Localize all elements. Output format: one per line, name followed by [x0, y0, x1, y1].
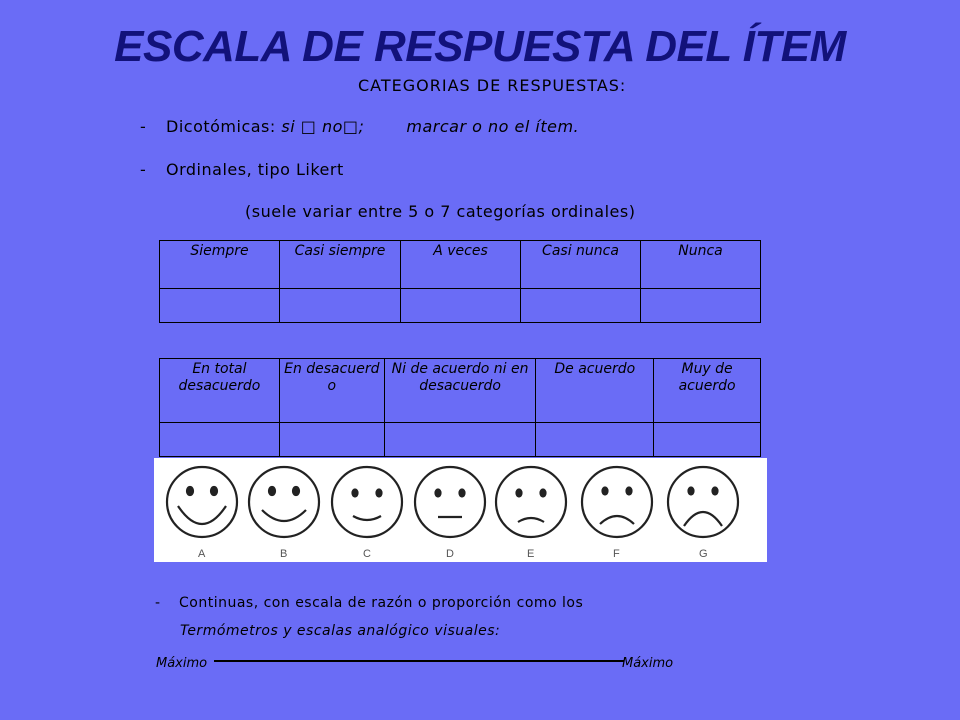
table-cell[interactable]	[654, 423, 761, 457]
face-sad-icon	[582, 467, 652, 537]
analog-right-label: Máximo	[622, 656, 674, 671]
table-header-cell: En desacuerd o	[279, 359, 384, 423]
analog-left-label: Máximo	[156, 656, 208, 671]
table-cell[interactable]	[536, 423, 654, 457]
table-header-cell: Muy de acuerdo	[654, 359, 761, 423]
table-header-cell: Nunca	[641, 241, 761, 289]
continuas-line1: Continuas, con escala de razón o proporción como los	[179, 595, 584, 611]
table-cell[interactable]	[280, 289, 401, 323]
continuas-line2: Termómetros y escalas analógico visuales:	[180, 623, 501, 639]
table-header-cell: En total desacuerdo	[160, 359, 280, 423]
table-cell[interactable]	[641, 289, 761, 323]
face-label: C	[363, 548, 371, 560]
slide-title: ESCALA DE RESPUESTA DEL ÍTEM	[114, 22, 846, 71]
ordinal-note: (suele variar entre 5 o 7 categorías ordinales)	[245, 202, 636, 221]
face-slight-frown-icon	[496, 467, 566, 537]
likert-frequency-table	[159, 240, 761, 323]
table-cell[interactable]	[521, 289, 641, 323]
table-cell[interactable]	[401, 289, 521, 323]
table-header-cell: Casi siempre	[280, 241, 401, 289]
ordinales-label: Ordinales, tipo Likert	[166, 160, 344, 179]
table-header-cell: Casi nunca	[521, 241, 641, 289]
face-label: D	[446, 548, 454, 560]
bullet-dash: -	[140, 160, 147, 179]
dicotomicas-label: Dicotómicas:	[166, 117, 276, 136]
table-header-cell: Ni de acuerdo ni en desacuerdo	[384, 359, 536, 423]
face-slight-smile-icon	[332, 467, 402, 537]
face-very-happy-icon	[167, 467, 237, 537]
table-header-cell: Siempre	[160, 241, 280, 289]
bullet-dicotomicas	[140, 117, 579, 136]
likert-agreement-table	[159, 358, 761, 457]
face-label: E	[527, 548, 535, 560]
face-happy-icon	[249, 467, 319, 537]
face-label: F	[613, 548, 620, 560]
bullet-dash: -	[140, 117, 147, 136]
face-label: A	[198, 548, 206, 560]
table-header-cell: De acuerdo	[536, 359, 654, 423]
table-cell[interactable]	[160, 289, 280, 323]
face-very-sad-icon	[668, 467, 738, 537]
dicotomicas-options: si □ no□;	[281, 117, 365, 136]
table-cell[interactable]	[384, 423, 536, 457]
table-cell[interactable]	[160, 423, 280, 457]
bullet-ordinales	[140, 160, 344, 179]
face-label: B	[280, 548, 288, 560]
bullet-continuas	[155, 595, 583, 611]
section-subtitle: CATEGORIAS DE RESPUESTAS:	[358, 76, 627, 95]
bullet-dash: -	[155, 595, 161, 611]
faces-scale	[154, 458, 767, 562]
analog-scale-line[interactable]	[214, 660, 624, 662]
face-label: G	[699, 548, 708, 560]
table-header-cell: A veces	[401, 241, 521, 289]
table-cell[interactable]	[279, 423, 384, 457]
face-neutral-icon	[415, 467, 485, 537]
faces-scale-panel	[154, 458, 767, 562]
dicotomicas-text: marcar o no el ítem.	[406, 117, 580, 136]
